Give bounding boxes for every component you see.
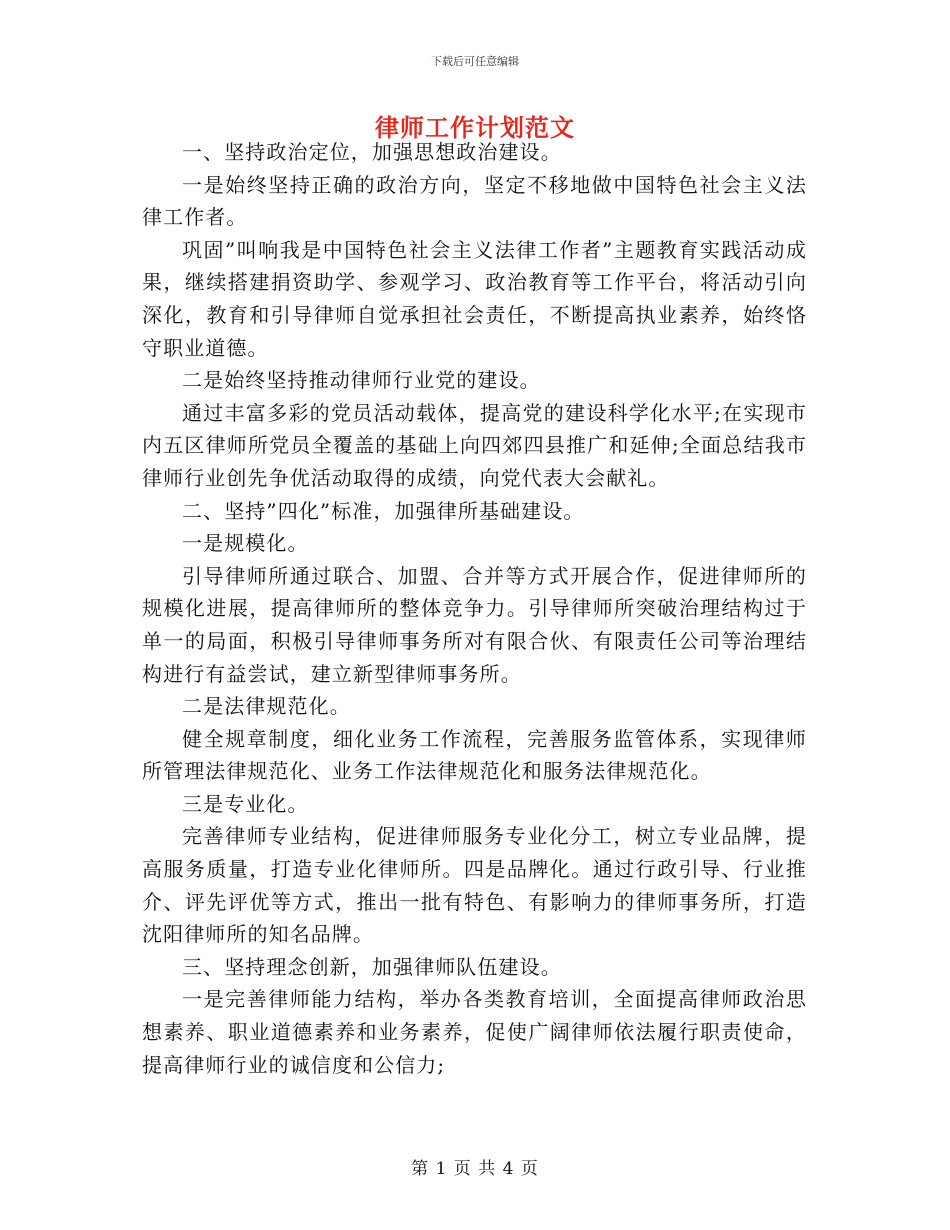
- paragraph: 一是始终坚持正确的政治方向，坚定不移地做中国特色社会主义法律工作者。: [142, 172, 807, 230]
- paragraph: 引导律师所通过联合、加盟、合并等方式开展合作，促进律师所的规模化进展，提高律师所的整体竞争力。引导律师所突破治理结构过于单一的局面，积极引导律师事务所对有限合伙、有限责任公司等治理结构进行有益尝试，建立新型律师事务所。: [142, 563, 807, 686]
- paragraph: 二是始终坚持推动律师行业党的建设。: [182, 368, 541, 393]
- paragraph: 三是专业化。: [182, 791, 309, 816]
- section-heading-2: 二、坚持”四化”标准，加强律所基础建设。: [182, 498, 585, 523]
- paragraph: 二是法律规范化。: [182, 694, 351, 719]
- section-heading-1: 一、坚持政治定位，加强思想政治建设。: [182, 140, 562, 164]
- page-number: 第 1 页 共 4 页: [411, 1159, 539, 1179]
- paragraph: 巩固”叫响我是中国特色社会主义法律工作者”主题教育实践活动成果，继续搭建捐资助学、参观学习、政治教育等工作平台，将活动引向深化，教育和引导律师自觉承担社会责任，不断提高执业素养，始终恪守职业道德。: [142, 237, 807, 360]
- paragraph: 健全规章制度，细化业务工作流程，完善服务监管体系，实现律师所管理法律规范化、业务工作法律规范化和服务法律规范化。: [142, 726, 807, 784]
- document-title: 律师工作计划范文: [375, 113, 575, 142]
- document-body: [142, 136, 807, 1081]
- paragraph: 完善律师专业结构，促进律师服务专业化分工，树立专业品牌，提高服务质量，打造专业化律师所。四是品牌化。通过行政引导、行业推介、评先评优等方式，推出一批有特色、有影响力的律师事务所，打造沈阳律师所的知名品牌。: [142, 824, 807, 947]
- header-note: 下载后可任意编辑: [431, 55, 519, 68]
- paragraph: 一是完善律师能力结构，举办各类教育培训，全面提高律师政治思想素养、职业道德素养和业务素养，促使广阔律师依法履行职责使命，提高律师行业的诚信度和公信力;: [142, 987, 807, 1077]
- section-heading-3: 三、坚持理念创新，加强律师队伍建设。: [182, 954, 562, 979]
- paragraph: 一是规模化。: [182, 531, 309, 556]
- paragraph: 通过丰富多彩的党员活动载体，提高党的建设科学化水平;在实现市内五区律师所党员全覆盖的基础上向四郊四县推广和延伸;全面总结我市律师行业创先争优活动取得的成绩，向党代表大会献礼。: [142, 400, 807, 490]
